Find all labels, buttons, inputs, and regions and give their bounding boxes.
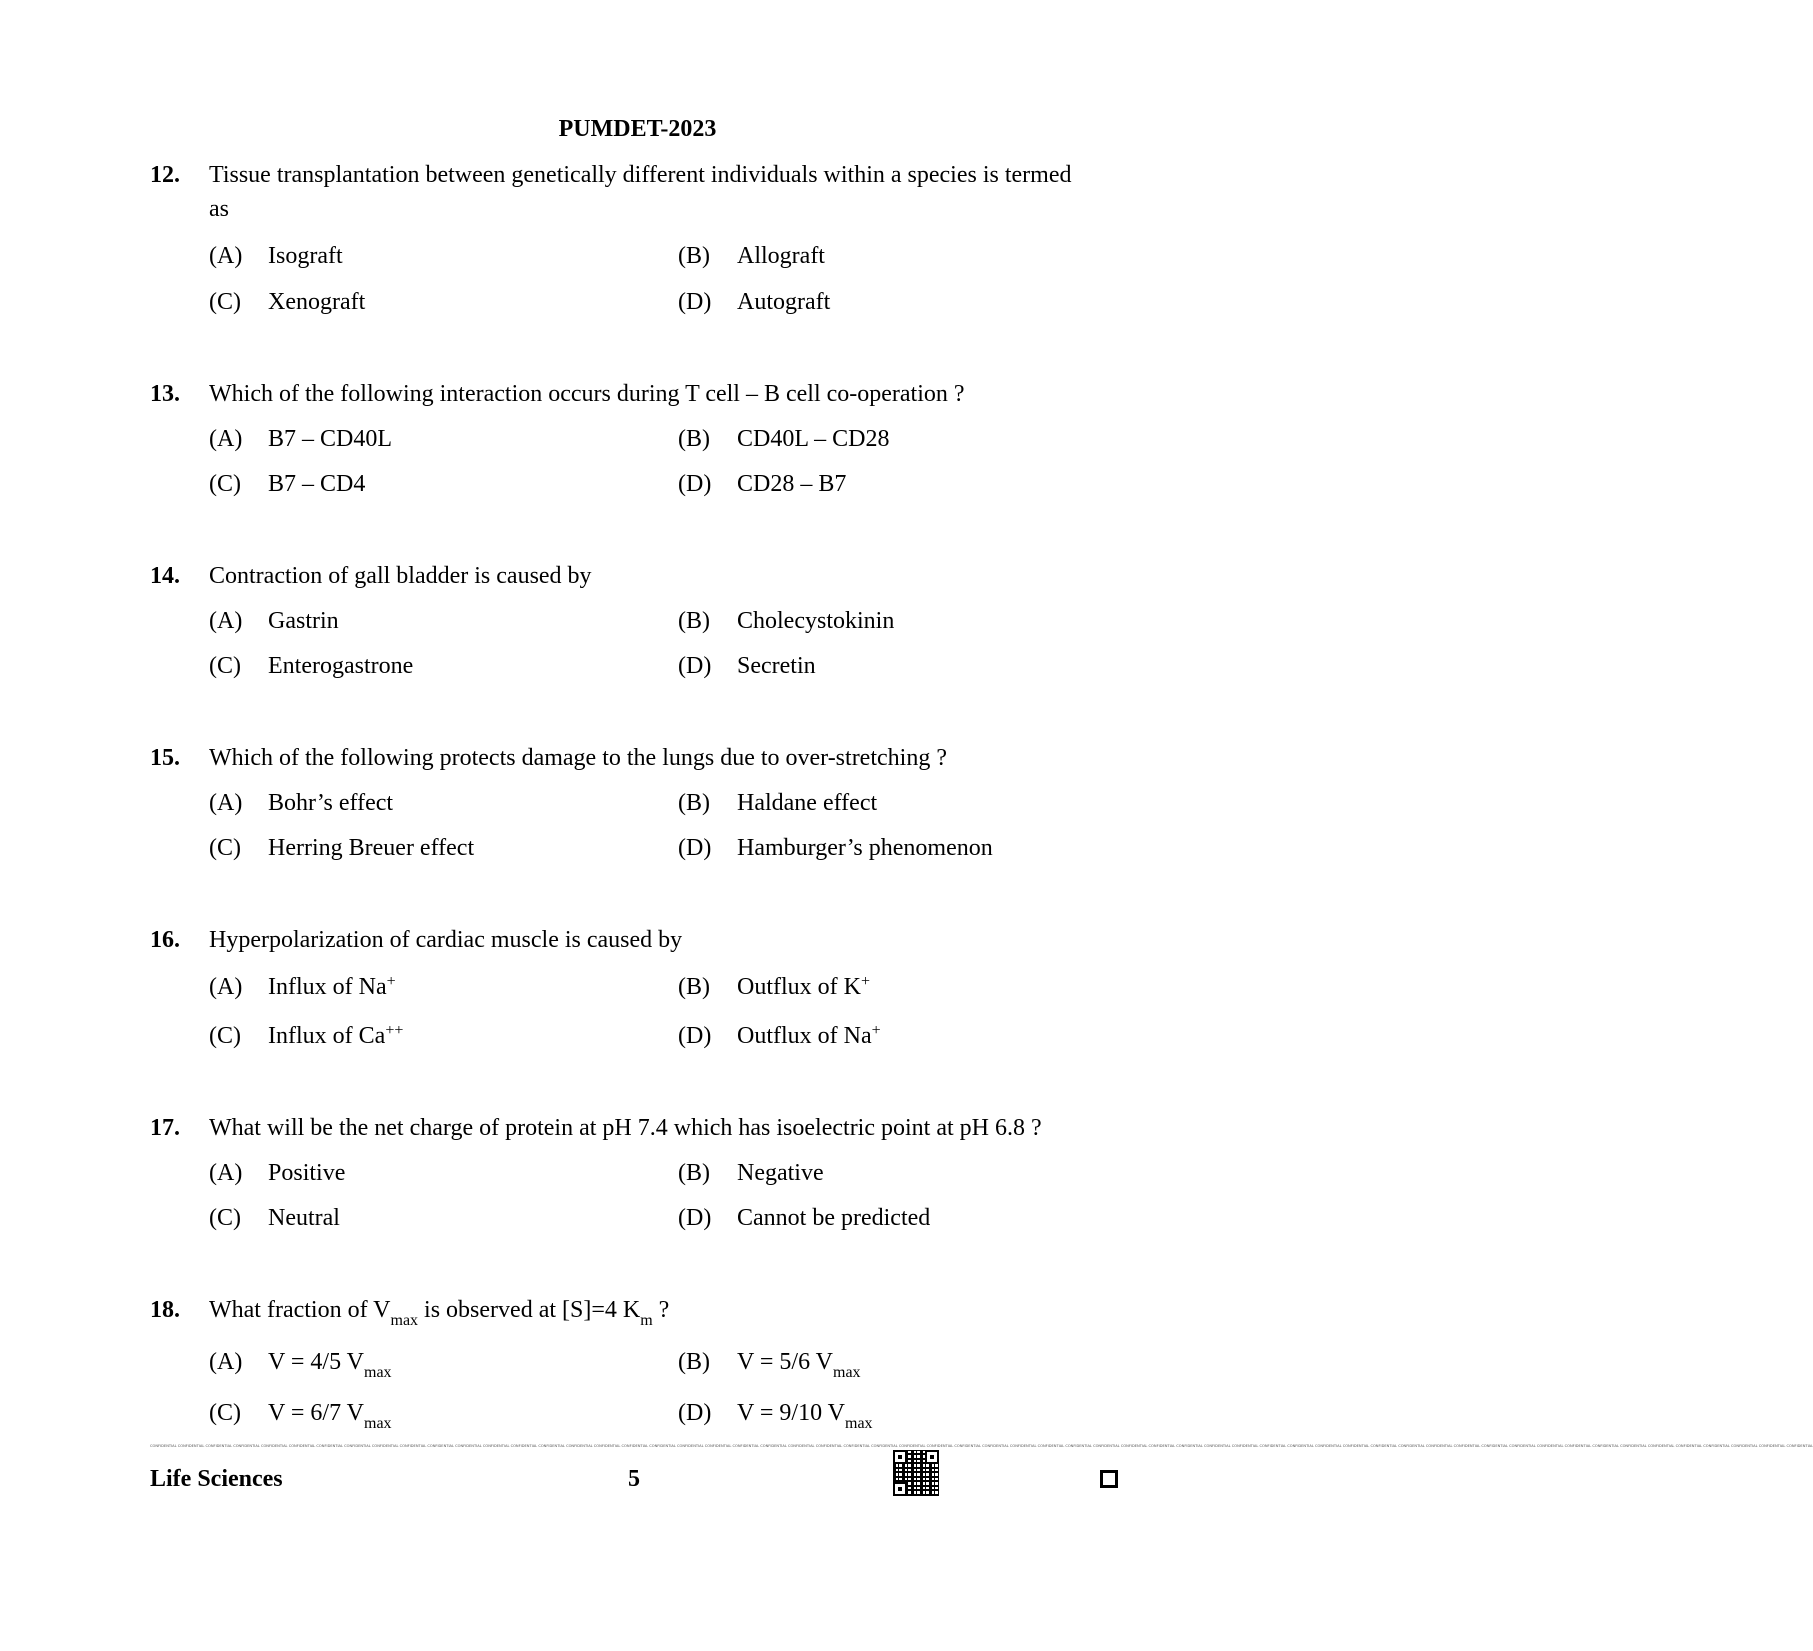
option-label: (B) bbox=[678, 974, 710, 1000]
question-text: Which of the following interaction occurs during T cell – B cell co-operation ? bbox=[209, 381, 965, 407]
question-number: 15. bbox=[150, 745, 180, 771]
question-number: 16. bbox=[150, 927, 180, 953]
option-text: Enterogastrone bbox=[268, 653, 414, 679]
option-label: (A) bbox=[209, 1349, 243, 1375]
option-label: (B) bbox=[678, 608, 710, 634]
option-label: (B) bbox=[678, 243, 710, 269]
option-text: Cholecystokinin bbox=[737, 608, 895, 634]
option-text: Negative bbox=[737, 1160, 824, 1186]
option-text: V = 4/5 $V_{max}$ bbox=[268, 1349, 392, 1381]
option-text: V = 6/7 $V_{max}$ bbox=[268, 1400, 392, 1432]
option-text: Isograft bbox=[268, 243, 343, 269]
option-label: (A) bbox=[209, 790, 243, 816]
option-text: Bohr’s effect bbox=[268, 790, 394, 816]
question-number: 13. bbox=[150, 381, 180, 407]
option-label: (B) bbox=[678, 1160, 710, 1186]
option-label: (D) bbox=[678, 1400, 712, 1426]
option-label: (D) bbox=[678, 835, 712, 861]
option-text: CD40L – CD28 bbox=[737, 426, 890, 452]
option-label: (D) bbox=[678, 1023, 712, 1049]
option-label: (C) bbox=[209, 835, 241, 861]
option-text: B7 – CD40L bbox=[268, 426, 393, 452]
question-number: 17. bbox=[150, 1115, 180, 1141]
option-label: (B) bbox=[678, 1349, 710, 1375]
option-text: Outflux of K+ bbox=[737, 973, 871, 1000]
question-text-continued: as bbox=[209, 196, 229, 222]
option-label: (A) bbox=[209, 426, 243, 452]
option-label: (D) bbox=[678, 289, 712, 315]
page-title: PUMDET-2023 bbox=[558, 116, 717, 142]
question-text: Which of the following protects damage to the lungs due to over-stretching ? bbox=[209, 745, 947, 771]
confidential-microtext-line: CONFIDENTIAL CONFIDENTIAL CONFIDENTIAL CONFIDENTIAL CONFIDENTIAL CONFIDENTIAL CONFIDENTIAL CONFIDENTIAL CONFIDENTIAL CONFIDENTIAL CONFIDENTIAL CONFIDENTIAL CONFIDENTIAL CONFIDENTIAL CONFIDENTIAL CONFIDENTIAL CONFIDENTIAL CONFIDENTIAL CONFIDENTIAL CONFIDENTIAL CONFIDENTIAL CONFIDENTIAL CONFIDENTIAL CONFIDENTIAL CONFIDENTIAL CONFIDENTIAL CONFIDENTIAL CONFIDENTIAL CONFIDENTIAL CONFIDENTIAL CONFIDENTIAL CONFIDENTIAL CONFIDENTIAL CONFIDENTIAL CONFIDENTIAL CONFIDENTIAL CONFIDENTIAL CONFIDENTIAL CONFIDENTIAL CONFIDENTIAL CONFIDENTIAL CONFIDENTIAL CONFIDENTIAL CONFIDENTIAL CONFIDENTIAL CONFIDENTIAL CONFIDENTIAL CONFIDENTIAL CONFIDENTIAL CONFIDENTIAL CONFIDENTIAL CONFIDENTIAL CONFIDENTIAL CONFIDENTIAL CONFIDENTIAL CONFIDENTIAL CONFIDENTIAL CONFIDENTIAL CONFIDENTIAL CONFIDENTIAL bbox=[150, 1444, 1813, 1448]
question-number: 18. bbox=[150, 1297, 180, 1323]
option-text: V = 9/10 $V_{max}$ bbox=[737, 1400, 873, 1432]
option-label: (D) bbox=[678, 471, 712, 497]
option-text: Neutral bbox=[268, 1205, 340, 1231]
option-label: (D) bbox=[678, 1205, 712, 1231]
question-text: What will be the net charge of protein at pH 7.4 which has isoelectric point at pH 6.8 ? bbox=[209, 1115, 1042, 1141]
qr-code-icon bbox=[893, 1450, 939, 1496]
option-label: (B) bbox=[678, 426, 710, 452]
subject-name: Life Sciences bbox=[150, 1466, 283, 1492]
question-text: What fraction of $V_{max}$ is observed at [S]=4 $K_m$ ? bbox=[209, 1297, 670, 1329]
option-text: Gastrin bbox=[268, 608, 339, 634]
option-label: (C) bbox=[209, 471, 241, 497]
option-label: (D) bbox=[678, 653, 712, 679]
option-label: (C) bbox=[209, 653, 241, 679]
option-text: Influx of Ca++ bbox=[268, 1022, 404, 1049]
option-text: B7 – CD4 bbox=[268, 471, 366, 497]
option-text: Allograft bbox=[737, 243, 825, 269]
option-text: Secretin bbox=[737, 653, 816, 679]
question-text: Contraction of gall bladder is caused by bbox=[209, 563, 592, 589]
option-label: (C) bbox=[209, 1400, 241, 1426]
option-text: Xenograft bbox=[268, 289, 366, 315]
option-label: (C) bbox=[209, 1205, 241, 1231]
option-text: Herring Breuer effect bbox=[268, 835, 475, 861]
square-marker-icon bbox=[1100, 1470, 1118, 1488]
option-text: Positive bbox=[268, 1160, 346, 1186]
question-number: 12. bbox=[150, 162, 180, 188]
question-text: Hyperpolarization of cardiac muscle is caused by bbox=[209, 927, 683, 953]
option-label: (A) bbox=[209, 608, 243, 634]
option-label: (C) bbox=[209, 289, 241, 315]
option-label: (A) bbox=[209, 1160, 243, 1186]
option-label: (A) bbox=[209, 974, 243, 1000]
question-text: Tissue transplantation between genetically different individuals within a species is termed bbox=[209, 162, 1072, 188]
option-text: Influx of Na+ bbox=[268, 973, 396, 1000]
option-text: Hamburger’s phenomenon bbox=[737, 835, 993, 861]
option-text: CD28 – B7 bbox=[737, 471, 847, 497]
option-label: (B) bbox=[678, 790, 710, 816]
option-text: Haldane effect bbox=[737, 790, 878, 816]
option-label: (A) bbox=[209, 243, 243, 269]
question-number: 14. bbox=[150, 563, 180, 589]
option-text: Autograft bbox=[737, 289, 831, 315]
option-text: Cannot be predicted bbox=[737, 1205, 931, 1231]
page-number: 5 bbox=[628, 1466, 640, 1492]
option-label: (C) bbox=[209, 1023, 241, 1049]
option-text: V = 5/6 $V_{max}$ bbox=[737, 1349, 861, 1381]
option-text: Outflux of Na+ bbox=[737, 1022, 881, 1049]
